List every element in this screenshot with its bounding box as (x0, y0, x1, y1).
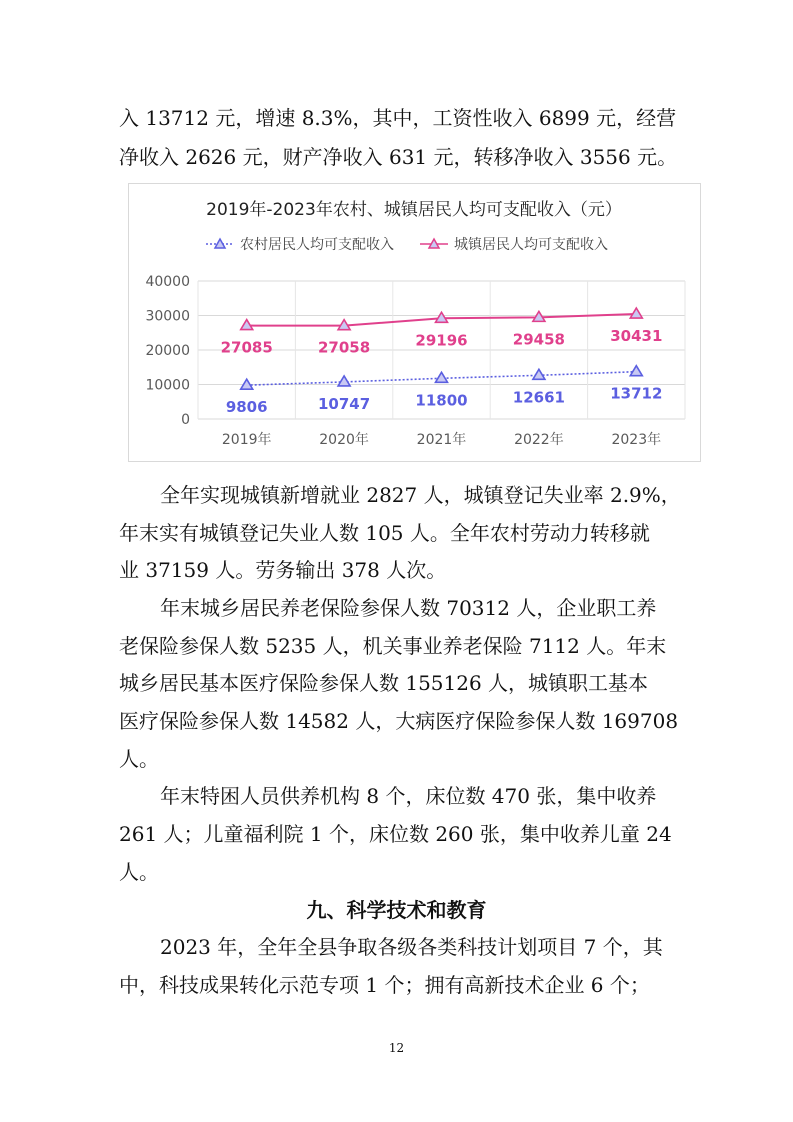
paragraph-line: 261 人；儿童福利院 1 个，床位数 260 张，集中收养儿童 24 (119, 822, 672, 846)
paragraph-line: 全年实现城镇新增就业 2827 人，城镇登记失业率 2.9%， (160, 483, 681, 507)
data-point-triangle-icon (630, 308, 642, 318)
y-tick-label: 30000 (145, 308, 190, 325)
chart-svg (129, 184, 700, 461)
legend-label: 农村居民人均可支配收入 (240, 237, 394, 253)
y-tick-label: 0 (181, 412, 190, 428)
x-tick-label: 2023年 (611, 432, 662, 448)
data-label: 11800 (415, 391, 468, 410)
data-label: 29458 (512, 330, 565, 349)
paragraph-line: 人。 (119, 860, 159, 884)
paragraph-line: 年末特困人员供养机构 8 个，床位数 470 张，集中收养 (160, 784, 657, 808)
y-tick-label: 20000 (145, 343, 190, 359)
section-heading: 九、科学技术和教育 (306, 898, 487, 922)
data-label: 27058 (318, 338, 371, 357)
data-label: 29196 (415, 331, 468, 350)
paragraph-line: 净收入 2626 元，财产净收入 631 元，转移净收入 3556 元。 (119, 145, 678, 169)
paragraph-line: 人。 (119, 747, 159, 771)
legend-label: 城镇居民人均可支配收入 (454, 237, 608, 253)
y-tick-label: 10000 (145, 377, 190, 394)
data-point-triangle-icon (338, 376, 350, 386)
x-tick-label: 2021年 (416, 432, 467, 448)
data-point-triangle-icon (533, 369, 545, 379)
data-label: 12661 (512, 388, 565, 407)
paragraph-line: 年末实有城镇登记失业人数 105 人。全年农村劳动力转移就 (119, 521, 650, 545)
income-chart (128, 183, 701, 462)
x-tick-label: 2020年 (319, 432, 369, 448)
data-label: 30431 (610, 327, 663, 346)
data-label: 27085 (220, 338, 273, 357)
paragraph-line: 中，科技成果转化示范专项 1 个；拥有高新技术企业 6 个； (119, 973, 650, 997)
page-number: 12 (388, 1041, 405, 1055)
paragraph-line: 业 37159 人。劳务输出 378 人次。 (119, 558, 447, 582)
paragraph-line: 医疗保险参保人数 14582 人，大病医疗保险参保人数 169708 (119, 709, 679, 733)
y-tick-label: 40000 (145, 274, 190, 290)
data-label: 9806 (225, 398, 268, 417)
paragraph-line: 2023 年，全年全县争取各级各类科技计划项目 7 个，其 (160, 935, 663, 959)
x-tick-label: 2022年 (514, 432, 564, 448)
data-label: 13712 (610, 384, 663, 403)
paragraph-line: 年末城乡居民养老保险参保人数 70312 人，企业职工养 (160, 596, 657, 620)
paragraph-line: 城乡居民基本医疗保险参保人数 155126 人，城镇职工基本 (119, 671, 649, 695)
data-point-triangle-icon (241, 320, 253, 330)
paragraph-line: 老保险参保人数 5235 人，机关事业养老保险 7112 人。年末 (119, 634, 667, 658)
data-point-triangle-icon (630, 366, 642, 376)
x-tick-label: 2019年 (221, 432, 272, 448)
chart-title: 2019年-2023年农村、城镇居民人均可支配收入（元） (206, 200, 622, 220)
paragraph-line: 入 13712 元，增速 8.3%，其中，工资性收入 6899 元，经营 (119, 106, 677, 130)
data-point-triangle-icon (436, 372, 448, 382)
data-label: 10747 (318, 394, 371, 413)
